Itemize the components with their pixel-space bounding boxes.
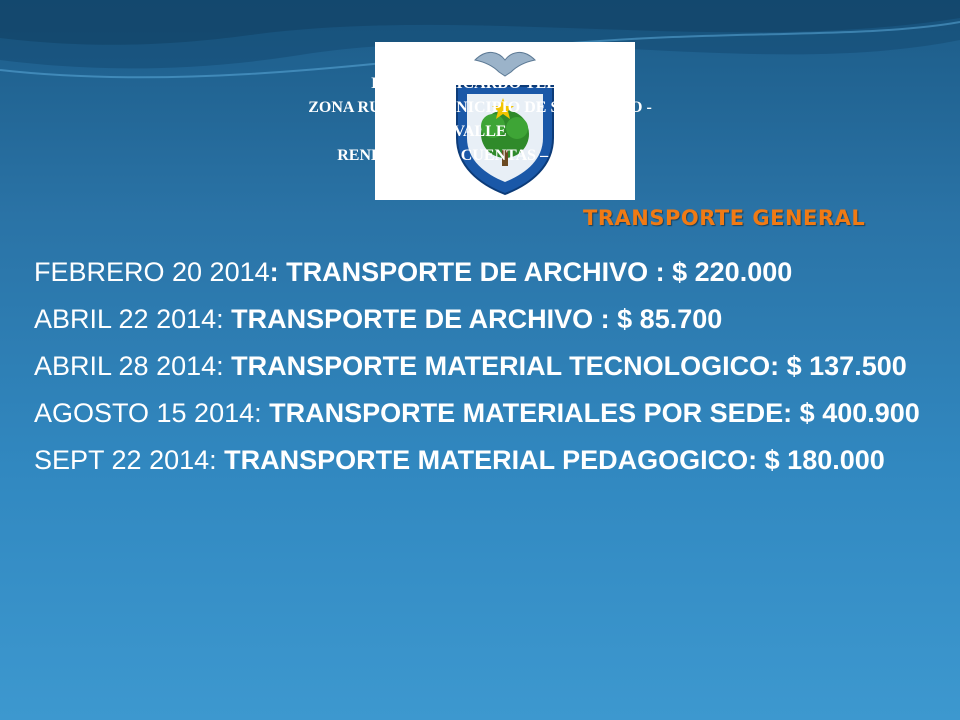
entry-description: TRANSPORTE MATERIAL TECNOLOGICO: $ 137.500 (231, 351, 907, 381)
expense-entry (34, 395, 924, 431)
expense-entry (34, 442, 924, 478)
section-title: TRANSPORTE GENERAL (583, 206, 866, 230)
entry-date: ABRIL 22 2014: (34, 304, 232, 334)
institution-location-line1: ZONA RURAL – MUNICIPIO DE SAN PEDRO - (308, 99, 652, 116)
expense-entry (34, 254, 924, 290)
entry-date: FEBRERO 20 2014 (34, 257, 270, 287)
report-title: RENDICION DE CUENTAS – AÑO 2014 (337, 147, 623, 164)
institution-header (160, 72, 800, 168)
institution-name: IE JULIO RICARDO TELLEZ (371, 75, 589, 92)
entry-description: TRANSPORTE MATERIAL PEDAGOGICO: $ 180.000 (224, 445, 885, 475)
entry-date: AGOSTO 15 2014: (34, 398, 270, 428)
entry-description: TRANSPORTE DE ARCHIVO : $ 85.700 (231, 304, 723, 334)
expense-list (34, 254, 924, 489)
entry-description: : TRANSPORTE DE ARCHIVO : $ 220.000 (269, 257, 793, 287)
expense-entry (34, 348, 924, 384)
entry-date: ABRIL 28 2014: (34, 351, 232, 381)
institution-location-line2: VALLE (453, 123, 507, 140)
entry-description: TRANSPORTE MATERIALES POR SEDE: $ 400.900 (269, 398, 920, 428)
entry-date: SEPT 22 2014: (34, 445, 225, 475)
expense-entry (34, 301, 924, 337)
